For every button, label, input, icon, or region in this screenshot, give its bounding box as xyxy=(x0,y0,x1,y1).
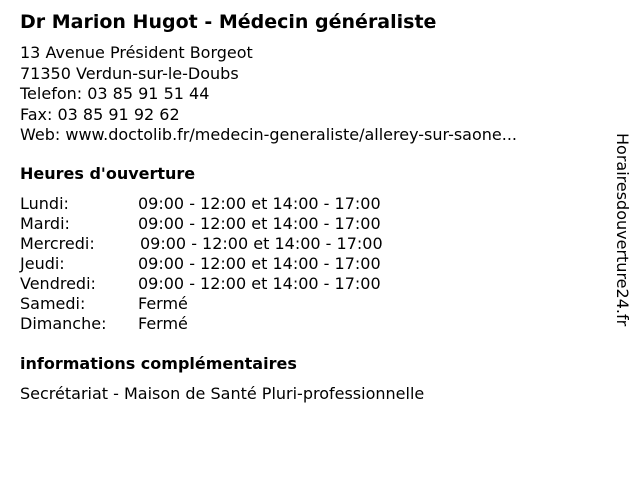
day-label: Vendredi: xyxy=(20,274,96,293)
address-street: 13 Avenue Président Borgeot xyxy=(20,43,253,62)
fax-number: Fax: 03 85 91 92 62 xyxy=(20,104,180,124)
page-title: Dr Marion Hugot - Médecin généraliste xyxy=(20,11,437,33)
additional-info-text: Secrétariat - Maison de Santé Pluri-professionnelle xyxy=(20,384,425,403)
day-hours: 09:00 - 12:00 et 14:00 - 17:00 xyxy=(138,254,381,273)
contact-info xyxy=(20,43,517,146)
site-watermark: Horairesdouverture24.fr xyxy=(613,133,632,327)
day-hours: 09:00 - 12:00 et 14:00 - 17:00 xyxy=(140,234,383,253)
address-city: 71350 Verdun-sur-le-Doubs xyxy=(20,63,239,83)
day-label: Lundi: xyxy=(20,194,69,213)
day-hours: 09:00 - 12:00 et 14:00 - 17:00 xyxy=(138,194,381,213)
phone-number: Telefon: 03 85 91 51 44 xyxy=(20,84,210,103)
day-hours: 09:00 - 12:00 et 14:00 - 17:00 xyxy=(138,274,381,293)
day-label: Mardi: xyxy=(20,214,70,233)
website-link: Web: www.doctolib.fr/medecin-generaliste/allerey-sur-saone... xyxy=(20,125,518,144)
day-hours: 09:00 - 12:00 et 14:00 - 17:00 xyxy=(138,214,381,233)
additional-info-heading: informations complémentaires xyxy=(20,354,297,373)
day-label: Samedi: xyxy=(20,294,86,313)
day-label: Dimanche: xyxy=(20,314,107,333)
day-label: Mercredi: xyxy=(20,234,95,253)
day-label: Jeudi: xyxy=(20,254,65,273)
day-hours: Fermé xyxy=(138,314,188,333)
day-hours: Fermé xyxy=(138,294,188,313)
opening-hours-heading: Heures d'ouverture xyxy=(20,164,196,183)
